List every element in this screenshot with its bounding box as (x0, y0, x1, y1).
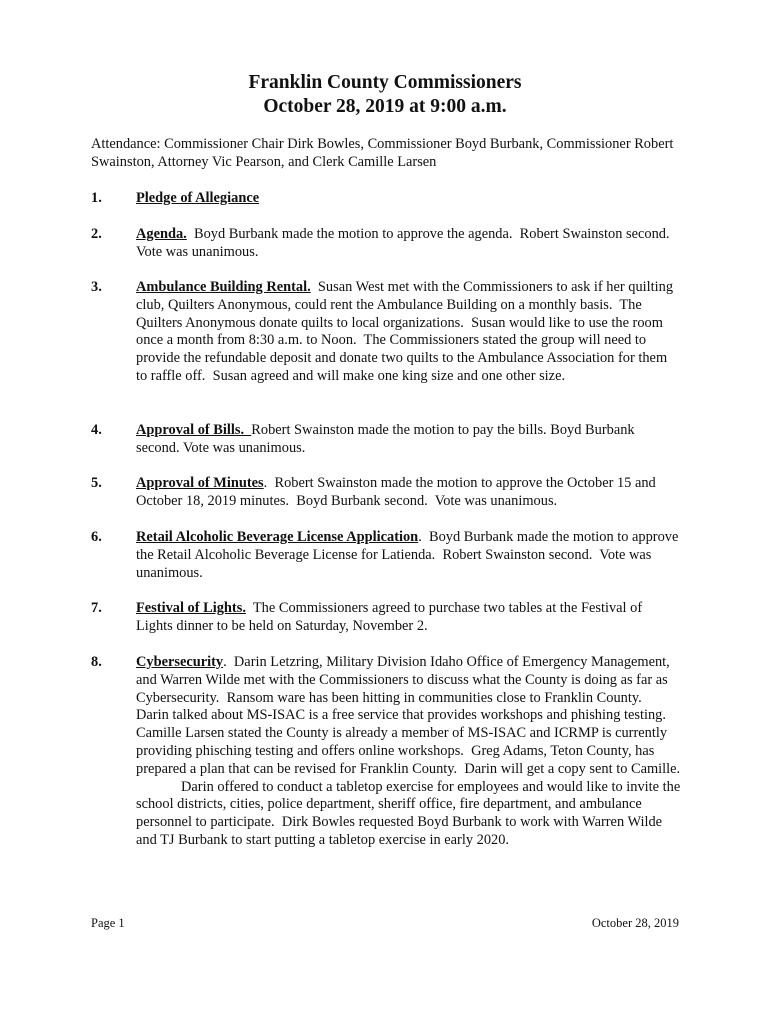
item-text: . Robert Swainston made the motion to approve the October 15 and October 18, 2019 minutes. Boyd Burbank second. Vote was unanimous. (136, 475, 660, 509)
page-number: Page 1 (91, 916, 125, 930)
item-heading: Cybersecurity (136, 654, 224, 670)
item-text: Robert Swainston made the motion to pay the bills. Boyd Burbank second. Vote was unanimous. (136, 422, 635, 456)
item-number: 7. (91, 600, 102, 616)
item-heading: Pledge of Allegiance (136, 190, 260, 206)
item-text-continued: Darin offered to conduct a tabletop exercise for employees and would like to invite the school districts, cities, police department, sheriff office, fire department, and ambulance personnel to participate. Dirk Bowles requested Boyd Burbank to work with Warren Wilde and TJ Burbank to start putting a tabletop exercise in early 2020. (136, 778, 684, 848)
attendance-paragraph: Attendance: Commissioner Chair Dirk Bowles, Commissioner Boyd Burbank, Commissioner Robert Swainston, Attorney Vic Pearson, and Clerk Camille Larsen (91, 136, 674, 170)
item-heading: Approval of Bills. (136, 422, 252, 438)
item-number: 6. (91, 529, 102, 545)
item-text: Boyd Burbank made the motion to approve the agenda. Robert Swainston second. Vote was unanimous. (136, 226, 677, 260)
footer-date: October 28, 2019 (591, 916, 679, 930)
document-title: Franklin County Commissioners (248, 72, 522, 93)
item-number: 4. (91, 422, 102, 438)
item-number: 1. (91, 190, 102, 206)
item-number: 8. (91, 654, 102, 670)
item-number: 2. (91, 226, 102, 242)
meeting-date-title: October 28, 2019 at 9:00 a.m. (263, 96, 507, 117)
item-paragraph (136, 778, 684, 850)
item-heading: Retail Alcoholic Beverage License Application (136, 529, 419, 545)
item-text: . Darin Letzring, Military Division Idaho Office of Emergency Management, and Warren Wilde met with the Commissioners to discuss what the County is doing as far as Cybersecurity. Ransom ware has been hitting in communities close to Franklin County. Darin talked about MS-ISAC is a free service that provides workshops and phishing testing. Camille Larsen stated the County is already a member of MS-ISAC and ICRMP is currently providing phisching testing and offers online workshops. Greg Adams, Teton County, has prepared a plan that can be revised for Franklin County. Darin will get a copy sent to Camille. (136, 654, 681, 777)
item-text: The Commissioners agreed to purchase two tables at the Festival of Lights dinner to be held on Saturday, November 2. (136, 600, 646, 634)
item-text: Susan West met with the Commissioners to ask if her quilting club, Quilters Anonymous, could rent the Ambulance Building on a monthly basis. The Quilters Anonymous donate quilts to local organizations. Susan would like to use the room once a month from 8:30 a.m. to Noon. The Commissioners stated the group will need to provide the refundable deposit and donate two quilts to the Ambulance Association for them to raffle off. Susan agreed and will make one king size and one other size. (136, 279, 677, 384)
item-number: 5. (91, 475, 102, 491)
item-heading: Agenda. (136, 226, 187, 242)
item-number: 3. (91, 279, 102, 295)
item-text: . Boyd Burbank made the motion to approve the Retail Alcoholic Beverage License for Latienda. Robert Swainston second. Vote was unanimous. (136, 529, 682, 581)
item-heading: Approval of Minutes (136, 475, 264, 491)
item-heading: Festival of Lights. (136, 600, 246, 616)
item-heading: Ambulance Building Rental. (136, 279, 311, 295)
